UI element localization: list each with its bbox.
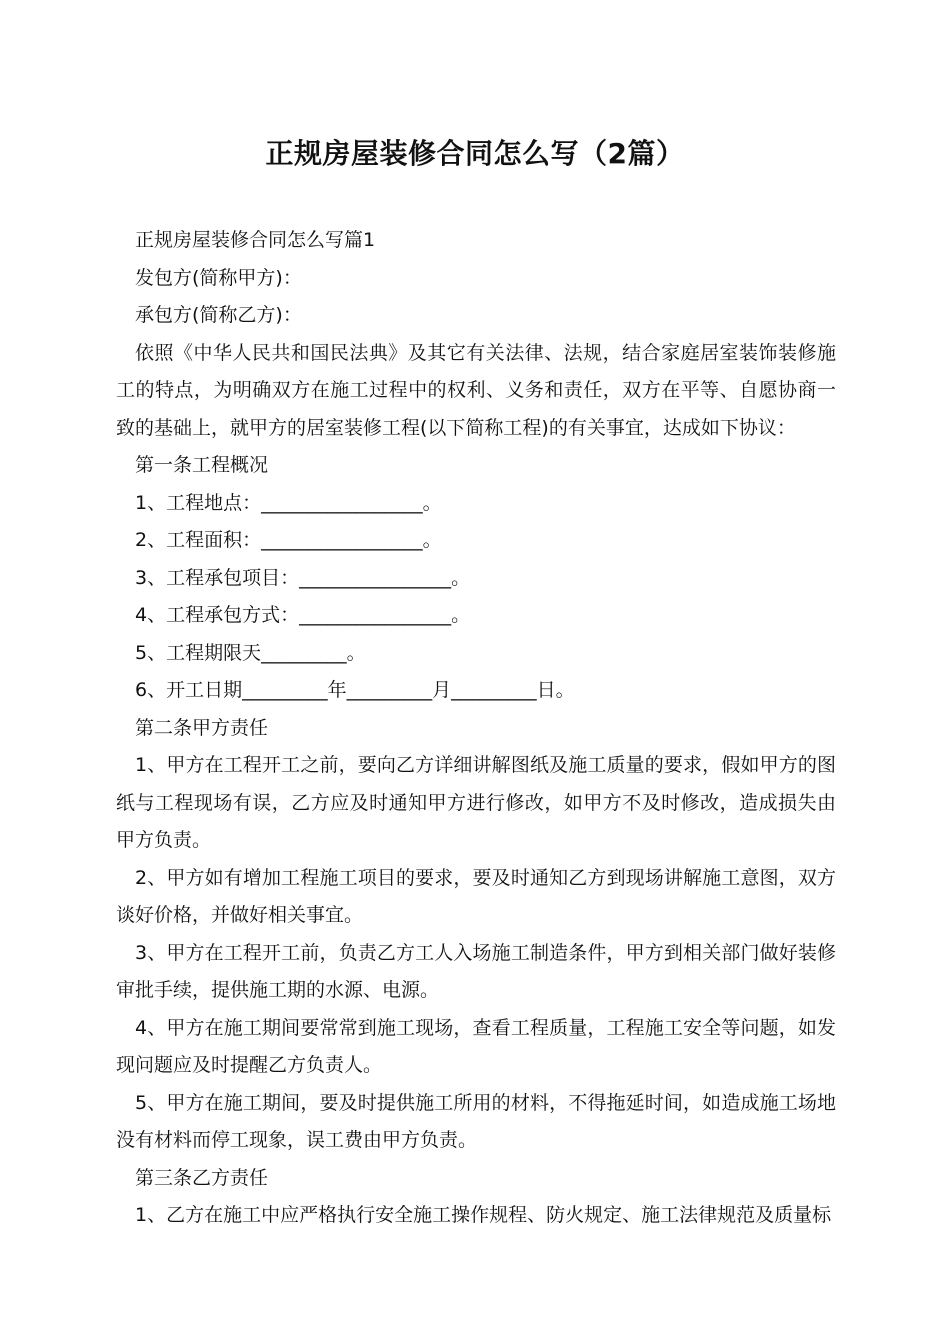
preamble-paragraph: 依照《中华人民共和国民法典》及其它有关法律、法规，结合家庭居室装饰装修施工的特点，为明确双方在施工过程中的权利、义务和责任，双方在平等、自愿协商一致的基础上，就甲方的居室装修工程(以下简称工程)的有关事宜，达成如下协议：: [116, 341, 836, 439]
article-heading: 第一条工程概况: [135, 454, 269, 476]
list-item: 1、甲方在工程开工之前，要向乙方详细讲解图纸及施工质量的要求，假如甲方的图纸与工程现场有误，乙方应及时通知甲方进行修改，如甲方不及时修改，造成损失由甲方负责。: [116, 754, 836, 851]
list-item: 5、甲方在施工期间，要及时提供施工所用的材料，不得拖延时间，如造成施工场地没有材料而停工现象，误工费由甲方负责。: [116, 1091, 836, 1151]
party-a-line: 发包方(简称甲方)：: [135, 266, 302, 289]
list-item: 4、甲方在施工期间要常常到施工现场，查看工程质量，工程施工安全等问题，如发现问题应及时提醒乙方负责人。: [116, 1016, 836, 1076]
list-item: 1、工程地点：_________________。: [135, 491, 442, 514]
document-title: 正规房屋装修合同怎么写（2篇）: [265, 137, 685, 170]
article-heading: 第三条乙方责任: [135, 1166, 269, 1189]
list-item: 2、工程面积：_________________。: [135, 529, 442, 551]
party-b-line: 承包方(简称乙方)：: [135, 304, 302, 326]
section-heading: 正规房屋装修合同怎么写篇1: [135, 229, 376, 251]
list-item: 6、开工日期_________年_________月_________日。: [135, 679, 575, 701]
list-item: 1、乙方在施工中应严格执行安全施工操作规程、防火规定、施工法律规范及质量标: [135, 1204, 832, 1226]
list-item: 3、工程承包项目：________________。: [135, 566, 471, 589]
list-item: 5、工程期限天_________。: [135, 641, 366, 664]
article-heading: 第二条甲方责任: [135, 716, 269, 739]
list-item: 3、甲方在工程开工前，负责乙方工人入场施工制造条件，甲方到相关部门做好装修审批手续，提供施工期的水源、电源。: [116, 941, 836, 1001]
list-item: 2、甲方如有增加工程施工项目的要求，要及时通知乙方到现场讲解施工意图，双方谈好价格，并做好相关事宜。: [116, 866, 836, 926]
document-body: [116, 222, 836, 1235]
list-item: 4、工程承包方式：________________。: [135, 604, 471, 626]
